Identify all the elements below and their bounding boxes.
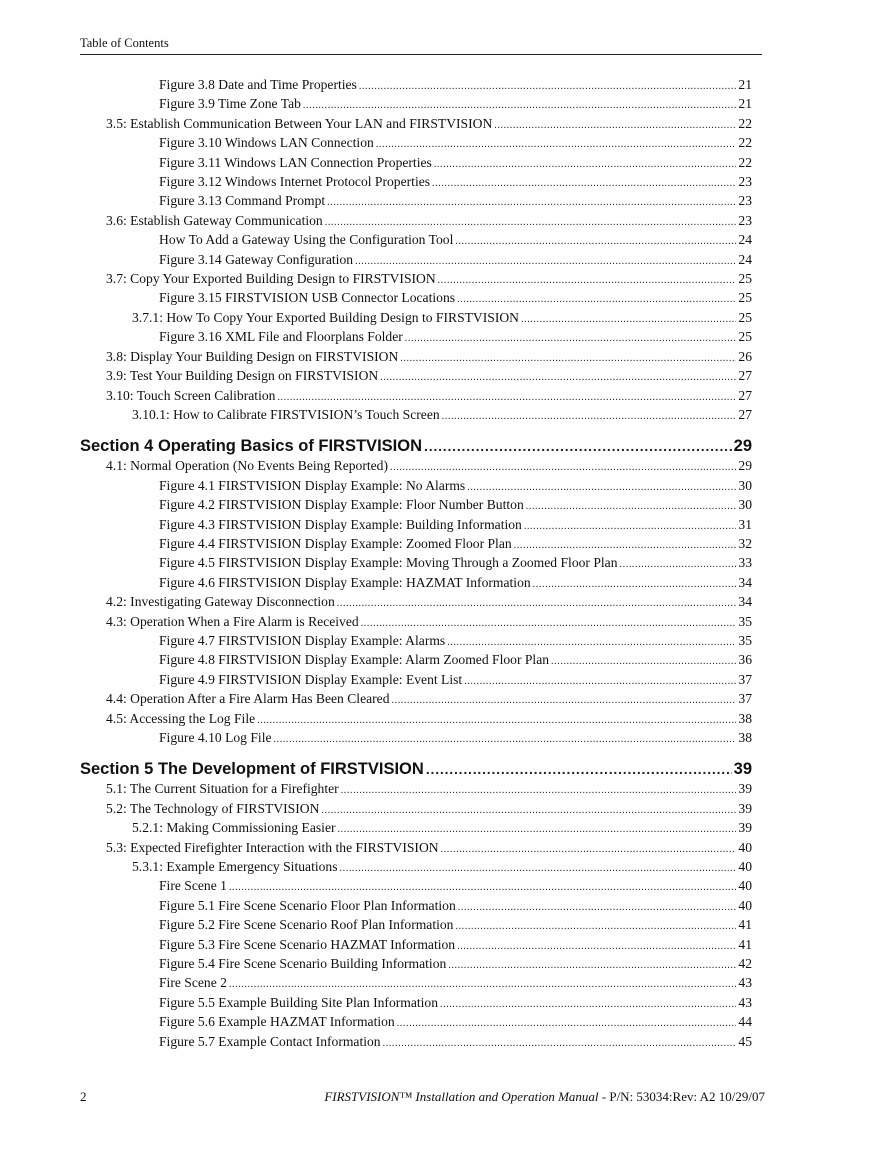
toc-leader-dots (355, 253, 736, 270)
toc-entry-title: 5.3: Expected Firefighter Interaction with the FIRSTVISION (106, 839, 439, 855)
toc-page-number: 24 (738, 232, 752, 248)
page-header (80, 36, 762, 55)
toc-page-number: 31 (738, 516, 752, 532)
toc-leader-dots (380, 369, 736, 386)
toc-page-number: 27 (738, 406, 752, 422)
toc-entry[interactable] (80, 76, 752, 95)
toc-entry[interactable] (80, 496, 752, 515)
toc-page-number: 39 (738, 800, 752, 816)
toc-entry[interactable] (80, 554, 752, 573)
toc-leader-dots (457, 291, 736, 308)
toc-leader-dots (514, 537, 737, 554)
toc-entry-title: Figure 4.1 FIRSTVISION Display Example: No Alarms (159, 477, 466, 493)
toc-entry[interactable] (80, 1033, 752, 1052)
toc-page-number: 41 (738, 917, 752, 933)
toc-leader-dots (424, 436, 732, 456)
toc-entry-title: Figure 5.5 Example Building Site Plan Information (159, 994, 439, 1010)
toc-entry-title: 3.10.1: How to Calibrate FIRSTVISION’s Touch Screen (132, 406, 440, 422)
toc-page-number: 40 (738, 839, 752, 855)
toc-leader-dots (359, 78, 737, 95)
toc-leader-dots (455, 918, 736, 935)
toc-entry-title: Figure 3.9 Time Zone Tab (159, 96, 301, 112)
toc-leader-dots (397, 1015, 737, 1032)
toc-entry-title: 5.1: The Current Situation for a Firefighter (106, 781, 339, 797)
toc-page-number: 41 (738, 936, 752, 952)
toc-leader-dots (464, 673, 736, 690)
toc-page-number: 21 (738, 77, 752, 92)
toc-entry[interactable] (80, 671, 752, 690)
toc-entry[interactable] (80, 994, 752, 1013)
toc-entry-title: Figure 5.2 Fire Scene Scenario Roof Plan Information (159, 917, 454, 933)
toc-entry-title: Figure 5.3 Fire Scene Scenario HAZMAT Information (159, 936, 456, 952)
toc-entry[interactable] (80, 710, 752, 729)
toc-page-number: 22 (738, 154, 752, 170)
toc-leader-dots (524, 518, 737, 535)
toc-entry[interactable] (80, 115, 752, 134)
toc-page-number: 35 (738, 613, 752, 629)
toc-entry[interactable] (80, 877, 752, 896)
toc-page-number: 39 (733, 760, 752, 779)
toc-page-number: 27 (738, 368, 752, 384)
toc-entry-title: Figure 4.6 FIRSTVISION Display Example: HAZMAT Information (159, 574, 531, 590)
toc-entry[interactable] (80, 535, 752, 554)
toc-entry-title: 5.2: The Technology of FIRSTVISION (106, 800, 320, 816)
toc-entry-title: 4.4: Operation After a Fire Alarm Has Been Cleared (106, 691, 390, 707)
toc-entry-title: Figure 4.7 FIRSTVISION Display Example: Alarms (159, 632, 446, 648)
toc-leader-dots (426, 759, 732, 779)
toc-page-number: 35 (738, 632, 752, 648)
toc-entry-title: 3.8: Display Your Building Design on FIRSTVISION (106, 348, 399, 364)
toc-entry-title: 5.3.1: Example Emergency Situations (132, 859, 338, 875)
toc-entry-title: 3.9: Test Your Building Design on FIRSTVISION (106, 368, 379, 384)
toc-entry[interactable] (80, 613, 752, 632)
toc-entry[interactable] (80, 974, 752, 993)
toc-leader-dots (494, 117, 736, 134)
toc-leader-dots (455, 233, 736, 250)
toc-entry-title: Figure 3.12 Windows Internet Protocol Properties (159, 174, 431, 190)
toc-entry[interactable] (80, 651, 752, 670)
toc-page-number: 43 (738, 975, 752, 991)
toc-page-number: 36 (738, 652, 752, 668)
toc-entry[interactable] (80, 690, 752, 709)
toc-entry[interactable] (80, 212, 752, 231)
toc-entry-title: Figure 5.1 Fire Scene Scenario Floor Plan Information (159, 897, 456, 913)
toc-page-number: 45 (738, 1033, 752, 1049)
toc-leader-dots (376, 136, 737, 153)
footer-page-number: 2 (80, 1089, 87, 1104)
toc-page-number: 30 (738, 497, 752, 513)
toc-leader-dots (458, 899, 737, 916)
toc-page-number: 23 (738, 174, 752, 190)
toc-leader-dots (441, 841, 737, 858)
toc-page-number: 40 (738, 859, 752, 875)
toc-entry[interactable] (80, 477, 752, 496)
toc-entry-title: Figure 5.4 Fire Scene Scenario Building Information (159, 956, 447, 972)
toc-entry[interactable] (80, 897, 752, 916)
toc-leader-dots (338, 821, 737, 838)
toc-entry[interactable] (80, 800, 752, 819)
toc-entry-title: Figure 4.10 Log File (159, 730, 272, 745)
toc-entry[interactable] (80, 858, 752, 877)
toc-page-number: 25 (738, 329, 752, 345)
toc-entry-title: Fire Scene 2 (159, 975, 227, 991)
footer-part-info: - P/N: 53034:Rev: A2 10/29/07 (598, 1089, 765, 1104)
toc-entry[interactable] (80, 251, 752, 270)
toc-entry[interactable] (80, 270, 752, 289)
toc-entry-title: Figure 4.2 FIRSTVISION Display Example: Floor Number Button (159, 497, 524, 513)
toc-page-number: 29 (738, 458, 752, 474)
toc-entry-title: 3.7: Copy Your Exported Building Design to FIRSTVISION (106, 271, 436, 287)
toc-leader-dots (442, 408, 737, 425)
toc-entry-title: Figure 3.14 Gateway Configuration (159, 251, 354, 267)
toc-page-number: 32 (738, 535, 752, 551)
toc-entry[interactable] (80, 839, 752, 858)
toc-page-number: 22 (738, 135, 752, 151)
toc-section-entry[interactable] (80, 759, 752, 779)
toc-entry-title: Fire Scene 1 (159, 878, 227, 894)
toc-page-number: 44 (738, 1014, 752, 1030)
toc-section-entry[interactable] (80, 436, 752, 456)
toc-page-number: 34 (738, 594, 752, 610)
toc-entry-title: Figure 3.16 XML File and Floorplans Folder (159, 329, 403, 345)
toc-entry[interactable] (80, 367, 752, 386)
toc-entry[interactable] (80, 916, 752, 935)
toc-entry-title: Figure 3.15 FIRSTVISION USB Connector Locations (159, 290, 456, 306)
toc-entry-title: Section 5 The Development of FIRSTVISION (80, 760, 424, 779)
toc-page-number: 29 (733, 437, 752, 456)
toc-entry-title: 3.7.1: How To Copy Your Exported Building Design to FIRSTVISION (132, 309, 519, 325)
toc-entry[interactable] (80, 955, 752, 974)
toc-entry[interactable] (80, 936, 752, 955)
toc-entry[interactable] (80, 231, 752, 250)
toc-page-number: 21 (738, 96, 752, 112)
toc-entry-title: 4.5: Accessing the Log File (106, 710, 256, 726)
toc-leader-dots (325, 214, 737, 231)
toc-page-number: 34 (738, 574, 752, 590)
toc-leader-dots (440, 996, 736, 1013)
toc-page-number: 25 (738, 290, 752, 306)
toc-page-number: 23 (738, 193, 752, 209)
toc-entry[interactable] (80, 328, 752, 347)
toc-entry[interactable] (80, 289, 752, 308)
toc-entry-title: Figure 3.8 Date and Time Properties (159, 77, 357, 92)
toc-entry-title: 4.1: Normal Operation (No Events Being Reported) (106, 458, 389, 474)
toc-entry-title: 3.10: Touch Screen Calibration (106, 387, 276, 403)
toc-leader-dots (321, 802, 736, 819)
toc-leader-dots (533, 576, 737, 593)
toc-page-number: 37 (738, 671, 752, 687)
toc-leader-dots (448, 957, 736, 974)
toc-entry-title: Figure 3.13 Command Prompt (159, 193, 326, 209)
toc-leader-dots (229, 879, 736, 896)
toc-entry-title: Figure 4.9 FIRSTVISION Display Example: Event List (159, 671, 463, 687)
toc-page-number: 33 (738, 555, 752, 571)
toc-entry[interactable] (80, 154, 752, 173)
toc-entry-title: 4.2: Investigating Gateway Disconnection (106, 594, 335, 610)
toc-entry-title: Figure 4.5 FIRSTVISION Display Example: Moving Through a Zoomed Floor Plan (159, 555, 618, 571)
toc-entry-title: Figure 4.8 FIRSTVISION Display Example: Alarm Zoomed Floor Plan (159, 652, 550, 668)
toc-leader-dots (327, 194, 736, 211)
toc-leader-dots (526, 498, 737, 515)
toc-leader-dots (521, 311, 736, 328)
toc-leader-dots (551, 653, 736, 670)
toc-page-number: 26 (738, 348, 752, 364)
toc-entry[interactable] (80, 192, 752, 211)
toc-entry[interactable] (80, 406, 752, 425)
toc-entry[interactable] (80, 780, 752, 799)
table-of-contents (80, 76, 752, 1052)
toc-page-number: 30 (738, 477, 752, 493)
toc-leader-dots (303, 97, 736, 114)
toc-page-number: 39 (738, 781, 752, 797)
toc-entry[interactable] (80, 173, 752, 192)
toc-entry[interactable] (80, 593, 752, 612)
toc-leader-dots (383, 1035, 737, 1052)
toc-entry[interactable] (80, 516, 752, 535)
toc-entry[interactable] (80, 729, 752, 748)
toc-leader-dots (340, 860, 737, 877)
toc-page-number: 43 (738, 994, 752, 1010)
toc-leader-dots (447, 634, 736, 651)
toc-entry-title: Section 4 Operating Basics of FIRSTVISION (80, 437, 422, 456)
toc-entry[interactable] (80, 1013, 752, 1032)
toc-page-number: 25 (738, 309, 752, 325)
toc-leader-dots (405, 330, 737, 347)
toc-entry-title: Figure 4.4 FIRSTVISION Display Example: Zoomed Floor Plan (159, 535, 512, 551)
toc-leader-dots (390, 459, 736, 476)
toc-page-number: 24 (738, 251, 752, 267)
toc-leader-dots (432, 175, 736, 192)
toc-page-number: 27 (738, 387, 752, 403)
toc-page-number: 40 (738, 878, 752, 894)
toc-entry-title: 3.5: Establish Communication Between Your LAN and FIRSTVISION (106, 115, 493, 131)
toc-leader-dots (392, 692, 737, 709)
toc-entry[interactable] (80, 309, 752, 328)
toc-entry-title: Figure 5.6 Example HAZMAT Information (159, 1014, 395, 1030)
toc-entry-title: Figure 3.11 Windows LAN Connection Properties (159, 154, 432, 170)
toc-leader-dots (457, 938, 736, 955)
toc-entry[interactable] (80, 574, 752, 593)
toc-page-number: 38 (738, 710, 752, 726)
toc-entry[interactable] (80, 819, 752, 838)
toc-leader-dots (229, 976, 736, 993)
toc-page-number: 38 (738, 730, 752, 745)
toc-leader-dots (434, 156, 737, 173)
toc-entry-title: Figure 3.10 Windows LAN Connection (159, 135, 374, 151)
toc-entry[interactable] (80, 95, 752, 114)
toc-entry-title: 4.3: Operation When a Fire Alarm is Received (106, 613, 359, 629)
toc-entry-title: Figure 5.7 Example Contact Information (159, 1033, 381, 1049)
toc-page-number: 39 (738, 820, 752, 836)
toc-leader-dots (257, 712, 736, 729)
toc-page-number: 37 (738, 691, 752, 707)
footer-manual-title: FIRSTVISION™ Installation and Operation Manual (324, 1089, 599, 1104)
toc-entry-title: 3.6: Establish Gateway Communication (106, 212, 323, 228)
toc-entry[interactable] (80, 134, 752, 153)
footer-manual-info (324, 1089, 765, 1105)
toc-leader-dots (341, 782, 737, 799)
toc-leader-dots (438, 272, 737, 289)
toc-leader-dots (274, 731, 737, 748)
toc-page-number: 40 (738, 897, 752, 913)
toc-entry[interactable] (80, 632, 752, 651)
toc-leader-dots (620, 556, 737, 573)
toc-leader-dots (337, 595, 737, 612)
toc-page-number: 22 (738, 115, 752, 131)
toc-leader-dots (361, 615, 737, 632)
toc-entry-title: 5.2.1: Making Commissioning Easier (132, 820, 336, 836)
toc-entry[interactable] (80, 387, 752, 406)
toc-leader-dots (467, 479, 736, 496)
toc-entry-title: How To Add a Gateway Using the Configuration Tool (159, 232, 454, 248)
toc-page-number: 42 (738, 956, 752, 972)
toc-leader-dots (277, 389, 736, 406)
toc-page-number: 25 (738, 271, 752, 287)
toc-page-number: 23 (738, 212, 752, 228)
toc-entry[interactable] (80, 348, 752, 367)
toc-entry[interactable] (80, 457, 752, 476)
toc-entry-title: Figure 4.3 FIRSTVISION Display Example: Building Information (159, 516, 522, 532)
toc-leader-dots (400, 350, 736, 367)
header-title: Table of Contents (80, 36, 169, 50)
